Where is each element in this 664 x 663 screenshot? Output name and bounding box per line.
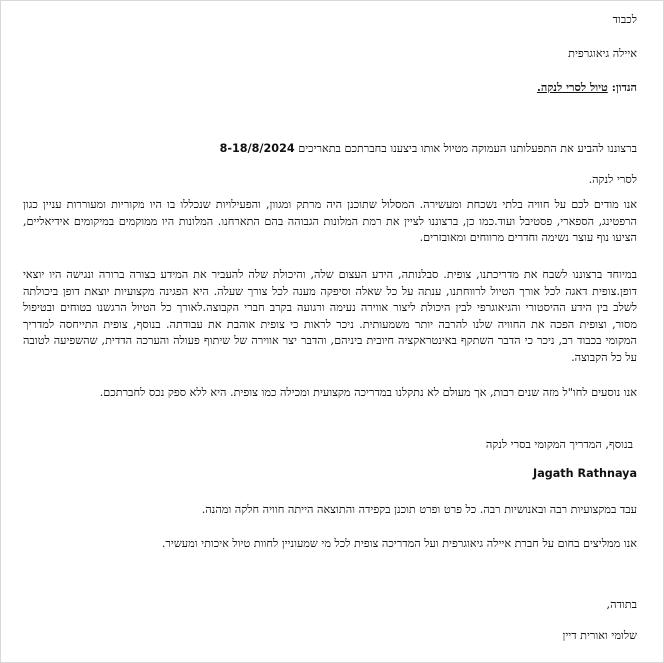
local-guide-name: Jagath Rathnaya: [533, 467, 637, 480]
intro-text: ברצוננו להביע את התפעלותנו העמוקה מטיול אותו ביצענו בחברתכם בתאריכים: [294, 142, 637, 155]
closing: בתודה,: [606, 598, 637, 611]
paragraph-endorsement: אנו ממליצים בחום על חברת איילה גיאוגרפית ועל המדריכה צופית לכל מי שמעוניין לחוות טיול איכותי ומעשיר.: [161, 537, 637, 550]
subject-line: [537, 81, 637, 94]
intro-dates: 8-18/8/2024: [219, 142, 295, 155]
subject-label: הנדון:: [611, 80, 637, 94]
local-guide-line: בנוסף, המדריך המקומי בסרי לנקה: [485, 438, 633, 451]
paragraph-recommendation: אנו נוסעים לחו"ל מזה שנים רבות, אך מעולם לא נתקלנו במדריכה מקצועית ומכילה כמו צופית. היא ללא ספק נכס לחברתכם.: [99, 386, 637, 399]
signature: שלומי ואורית דיין: [562, 629, 637, 642]
subject-text: טיול לסרי לנקה.: [536, 80, 608, 94]
paragraph-thanks: אנו מודים לכם על חוויה בלתי נשכחת ומעשירה. המסלול שתוכנן היה מרתק ומגוון, והפעילויות שנכללו בו היו מקוריות ומעוררות עניין כגון הרפטינג, הספארי, פסטיבל ועוד.כמו כן, ברצוננו לציין את רמת המלונות הגבוהה בהם התארחנו. המלונות היו ממוקמים במיקומים אידיאליים, הציעו נוף עוצר נשימה וחדרים מרווחים ומאובזרים.: [23, 198, 637, 244]
trip-destination: לסרי לנקה.: [588, 173, 637, 186]
paragraph-guide-praise: במיוחד ברצוננו לשבח את מדריכתנו, צופית. סבלנותה, הידע העצום שלה, והיכולת שלה להעביר את המידע בצורה ברורה ונגישה היו יוצאי דופן.צופית דאגה לכל אורך הטיול לרווחתנו, ענתה על כל שאלה וסיפקה מענה לכל צורך שעלה. היא הפגינה מקצועיות יוצאת דופן ביכולתה לשלב בין הידע ההיסטורי והגיאוגרפי לבין היכולת ליצור אווירה נעימה ורגועה בקרב חברי הקבוצה.לאורך כל הטיול הרגשנו בטוחים ובטיפול מסור, וצופית הפכה את החוויה שלנו להרבה יותר משמעותית. ניכר לראות כי צופית אוהבת את עבודתה. בנוסף, צופית התייחסה למדריך המקומי בכבוד רב, ניכר כי הדבר השתקף באינטראקציה חיובית ביניהם, והדבר יצר אווירה של שיתוף פעולה והערכה הדדית, שהשפיעה לטובה על כל הקבוצה.: [23, 268, 637, 364]
salutation: לכבוד: [612, 13, 637, 26]
recipient-name: איילה גיאוגרפית: [568, 47, 637, 60]
intro-line: [220, 142, 637, 155]
paragraph-local-guide: עבד במקצועיות רבה ובאנושיות רבה. כל פרט ופרט תוכנן בקפידה והתוצאה הייתה חוויה חלקה ומהנה.: [201, 503, 637, 516]
